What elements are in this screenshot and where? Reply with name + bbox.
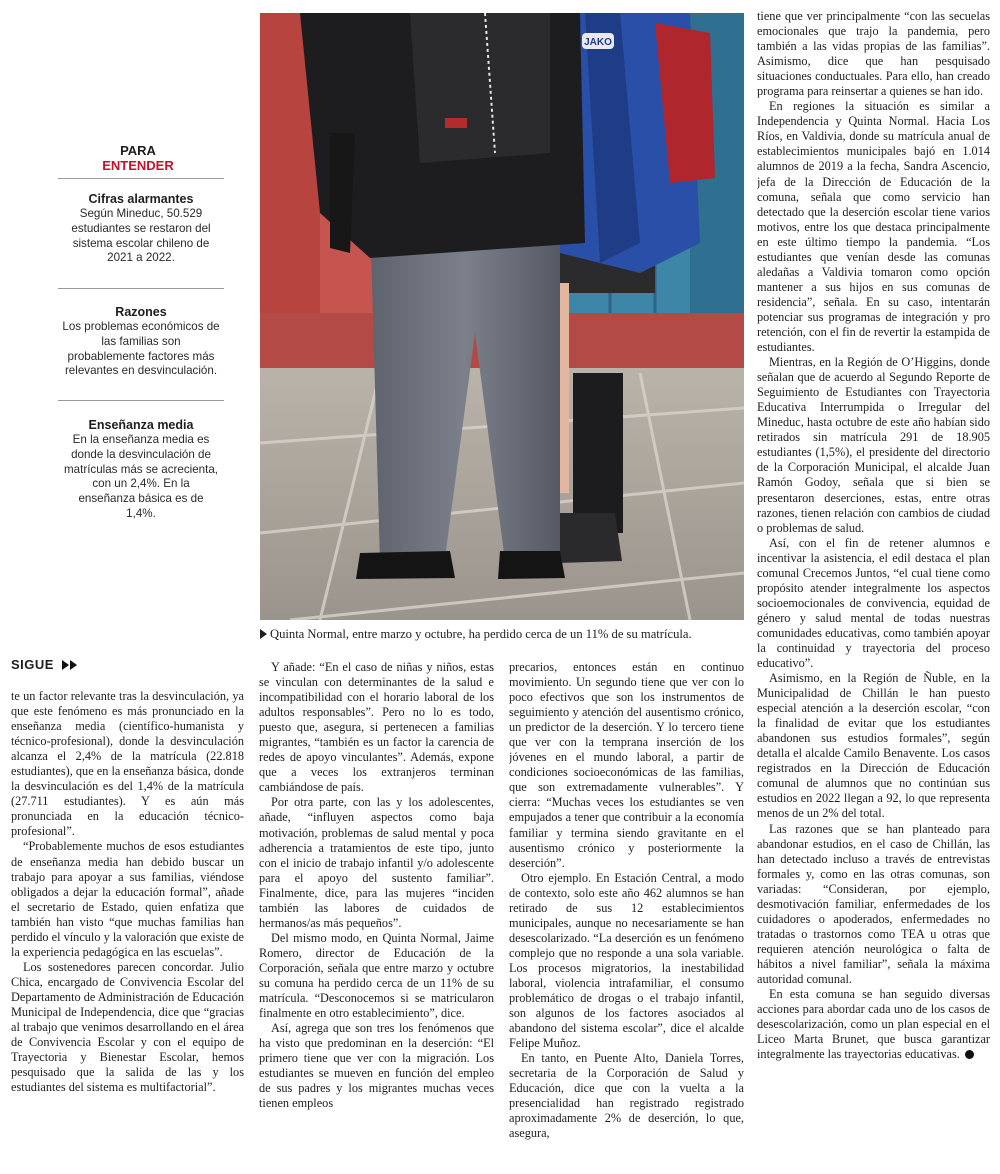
- photo-caption: [260, 627, 692, 642]
- students-photo-illustration: [260, 13, 744, 620]
- photo-caption-text: Quinta Normal, entre marzo y octubre, ha perdido cerca de un 11% de su matrícula.: [270, 627, 692, 641]
- sidebar-item-text: Según Mineduc, 50.529 estudiantes se restaron del sistema escolar chileno de 2021 a 2022.: [71, 207, 211, 265]
- article-paragraph: Por otra parte, con las y los adolescentes, añade, “influyen aspectos como baja motivación, problemas de salud mental y poca adherencia a tratamientos de este tipo, junto con el inicio de trabajo infantil y/o adolescente para el apoyo del sustento familiar”. Finalmente, dice, para las mujeres “inciden también las labores de cuidados de hermanos/as más pequeños”.: [259, 795, 494, 930]
- article-paragraph-last: [757, 987, 990, 1062]
- sidebar-item-title: Enseñanza media: [88, 418, 194, 432]
- sigue-label: [11, 657, 77, 672]
- article-column-1: [11, 689, 244, 1164]
- article-paragraph: Mientras, en la Región de O’Higgins, donde señalan que de acuerdo al Segundo Reporte de Seguimiento de Estudiantes con Trayectoria Educativa Interrumpida o Irregular del Mineduc, hasta octubre de este año habían sido retirados sin matrícula 291 de 18.905 estudiantes (1,5%), el presidente del directorio de la Corporación Municipal, el alcalde Juan Ramón Godoy, señala que si bien se presentaron deserciones, estas, entre otras razones, tienen relación con cambios de ciudad o problemas de salud.: [757, 355, 990, 535]
- article-paragraph: tiene que ver principalmente “con las secuelas emocionales que trajo la pandemia, pero también a las vidas propias de las familias”. Asimismo, dice que han pesquisado situaciones conductuales. Para ello, han creado programa para reinsertar a quienes se han ido.: [757, 9, 990, 99]
- sidebar-divider: [58, 178, 224, 179]
- sidebar-item-title: Razones: [115, 305, 167, 319]
- bag-brand-text: JAKO: [584, 37, 612, 48]
- article-column-2: [259, 660, 494, 1165]
- sidebar-divider: [58, 288, 224, 289]
- end-of-article-icon: [965, 1050, 974, 1059]
- article-paragraph: Así, con el fin de retener alumnos e incentivar la asistencia, el edil destaca el plan comunal Crecemos Juntos, “el cual tiene como propósito atender integralmente los aspectos socioemocionales de convivencia, equidad de género y salud mental de todas nuestras comunidades educativas, como también apoyar la continuidad y trayectoria del proceso educativo”.: [757, 535, 990, 671]
- sidebar-item-razones: [58, 305, 224, 379]
- forward-arrow-icon: [62, 660, 69, 670]
- sidebar-item-text: Los problemas económicos de las familias son probablemente factores más relevantes en desvinculación.: [62, 320, 220, 378]
- caption-arrow-icon: [260, 629, 267, 639]
- sidebar-item-text: En la enseñanza media es donde la desvinculación de matrículas más se acrecienta, con un 2,4%. En la enseñanza básica es de 1,4%.: [64, 433, 218, 520]
- article-paragraph: Del mismo modo, en Quinta Normal, Jaime Romero, director de Educación de la Corporación, señala que entre marzo y octubre su comuna ha perdido cerca de un 11% de su matrícula. “Desconocemos si se matricularon finalmente en otro establecimiento”, dice.: [259, 930, 494, 1021]
- article-paragraph-text: En esta comuna se han seguido diversas acciones para abordar cada uno de los casos de desescolarización, como un plan especial en el Liceo Marta Brunet, que busca garantizar integralmente las trayectorias educativas.: [757, 987, 990, 1062]
- article-paragraph: Y añade: “En el caso de niñas y niños, estas se vinculan con determinantes de la salud e incompatibilidad con el horario laboral de los adultos responsables”. Pero no lo es todo, puesto que, asegura, si pertenecen a familias migrantes, “también es un factor la carencia de redes de apoyo vinculantes”. Además, expone que a veces los extranjeros terminan cambiándose de país.: [259, 660, 494, 795]
- article-paragraph: Los sostenedores parecen concordar. Julio Chica, encargado de Convivencia Escolar del Departamento de Administración de Educación Municipal de Independencia, dice que “gracias al trabajo que venimos desarrollando en el área de Convivencia Escolar y con el equipo de Trayectoria y Bienestar Escolar, hemos pesquisado que la salida de las y los estudiantes del sistema es multifactorial”.: [11, 959, 244, 1095]
- sidebar-kicker-bottom: ENTENDER: [102, 158, 174, 173]
- sidebar-kicker-top: PARA: [120, 143, 156, 158]
- forward-arrow-icon: [70, 660, 77, 670]
- sidebar-item-cifras: [58, 192, 224, 266]
- article-paragraph: Asimismo, en la Región de Ñuble, en la Municipalidad de Chillán le han puesto especial atención a la deserción escolar, “con la finalidad de evitar que los estudiantes abandonen sus estudios formales”, según detalla el alcalde Camilo Benavente. Los casos registrados en la Dirección de Educación comunal de alumnos que no continúan sus estudios en 2022 llegan a 92, lo que representa menos de un 2% del total.: [757, 671, 990, 821]
- sidebar-item-title: Cifras alarmantes: [88, 192, 194, 206]
- article-paragraph: Otro ejemplo. En Estación Central, a modo de contexto, solo este año 462 alumnos se han retirado de sus 12 establecimientos municipales, aunque no necesariamente se han desescolarizado. “La deserción es un fenómeno complejo que no responde a una sola variable. Los procesos migratorios, la inestabilidad laboral, violencia intrafamiliar, el consumo problemático de drogas o el trabajo infantil, son algunos de los factores asociados al abandono del sistema escolar”, dice el alcalde Felipe Muñoz.: [509, 870, 744, 1051]
- article-paragraph: Así, agrega que son tres los fenómenos que ha visto que predominan en la deserción: “El primero tiene que ver con la migración. Los estudiantes se mueven en función del empleo de sus padres y los migrantes muchas veces tienen empleos: [259, 1021, 494, 1111]
- sidebar-item-ensenanza: [58, 418, 224, 522]
- sigue-text: SIGUE: [11, 657, 54, 672]
- article-paragraph: “Probablemente muchos de esos estudiantes de enseñanza media han debido buscar un trabajo para apoyar a sus familias, viéndose obligados a dejar la educación formal”, añade el secretario de Estado, quien enfatiza que también han visto “que muchas familias han perdido el vínculo y la valoración que existe de la experiencia pedagógica en las escuelas”.: [11, 839, 244, 959]
- article-paragraph: En regiones la situación es similar a Independencia y Quinta Normal. Hacia Los Ríos, en Valdivia, donde su matrícula anual de establecimientos municipales bajó en 1.014 alumnos de 2019 a la fecha, Sandra Ascencio, jefa de la Dirección de Educación de la comuna, señala que como servicio han detectado que la deserción escolar tiene varios motivos, entre los que destaca principalmente en este último tiempo la pandemia. “Los estudiantes que venían desde las comunas aledañas a Valdivia tomaron como opción mantener a sus hijos en sus comunas de residencia”, señala. En su caso, intentarán potenciar sus programas de integración y pro retención, con el fin de revertir la estampida de estudiantes.: [757, 99, 990, 355]
- article-column-4: [757, 9, 990, 1169]
- article-paragraph: precarios, entonces están en continuo movimiento. Un segundo tiene que ver con lo poco efectivos que son los instrumentos de seguimiento y atención del ausentismo crónico, un predictor de la deserción. Y lo tercero tiene que ver con la temprana inserción de los jóvenes en el mundo laboral, a partir de condiciones socioeconómicas de las familias, que son extremadamente vulnerables”. Y cierra: “Muchas veces los estudiantes se ven empujados a tener que contribuir a la economía familiar y termina siendo gravitante en el ausentismo crónico y posteriormente la deserción”.: [509, 660, 744, 870]
- article-paragraph: Las razones que se han planteado para abandonar estudios, en el caso de Chillán, las han detectado incluso a través de entrevistas formales y, como en las otras comunas, son variadas: “Consideran, por ejemplo, desmotivación familiar, enfermedades de los cuidadores o apoderados, enfermedades no tratadas o trastornos como TEA u otras que requieren atención neurológica o falta de hábitos a nivel familiar”, señala la máxima autoridad comunal.: [757, 821, 990, 986]
- sidebar-divider: [58, 400, 224, 401]
- article-column-3: [509, 660, 744, 1165]
- sidebar-para-entender: [58, 143, 218, 173]
- article-paragraph: te un factor relevante tras la desvinculación, ya que este fenómeno es más pronunciado en la enseñanza media (científico-humanista y técnico-profesional), donde la desvinculación alcanza el 2,4% de la matrícula (22.818 estudiantes), que en la enseñanza básica, donde la desvinculación es del 1,4% de la matrícula (27.711 estudiantes). Y es aún más pronunciada en la educación técnico-profesional”.: [11, 689, 244, 839]
- article-photo: [260, 13, 744, 620]
- article-paragraph: En tanto, en Puente Alto, Daniela Torres, secretaria de la Corporación de Salud y Educación, dice que con la vuelta a la presencialidad han registrado registrado aproximadamente 2% de deserción, lo que, asegura,: [509, 1051, 744, 1141]
